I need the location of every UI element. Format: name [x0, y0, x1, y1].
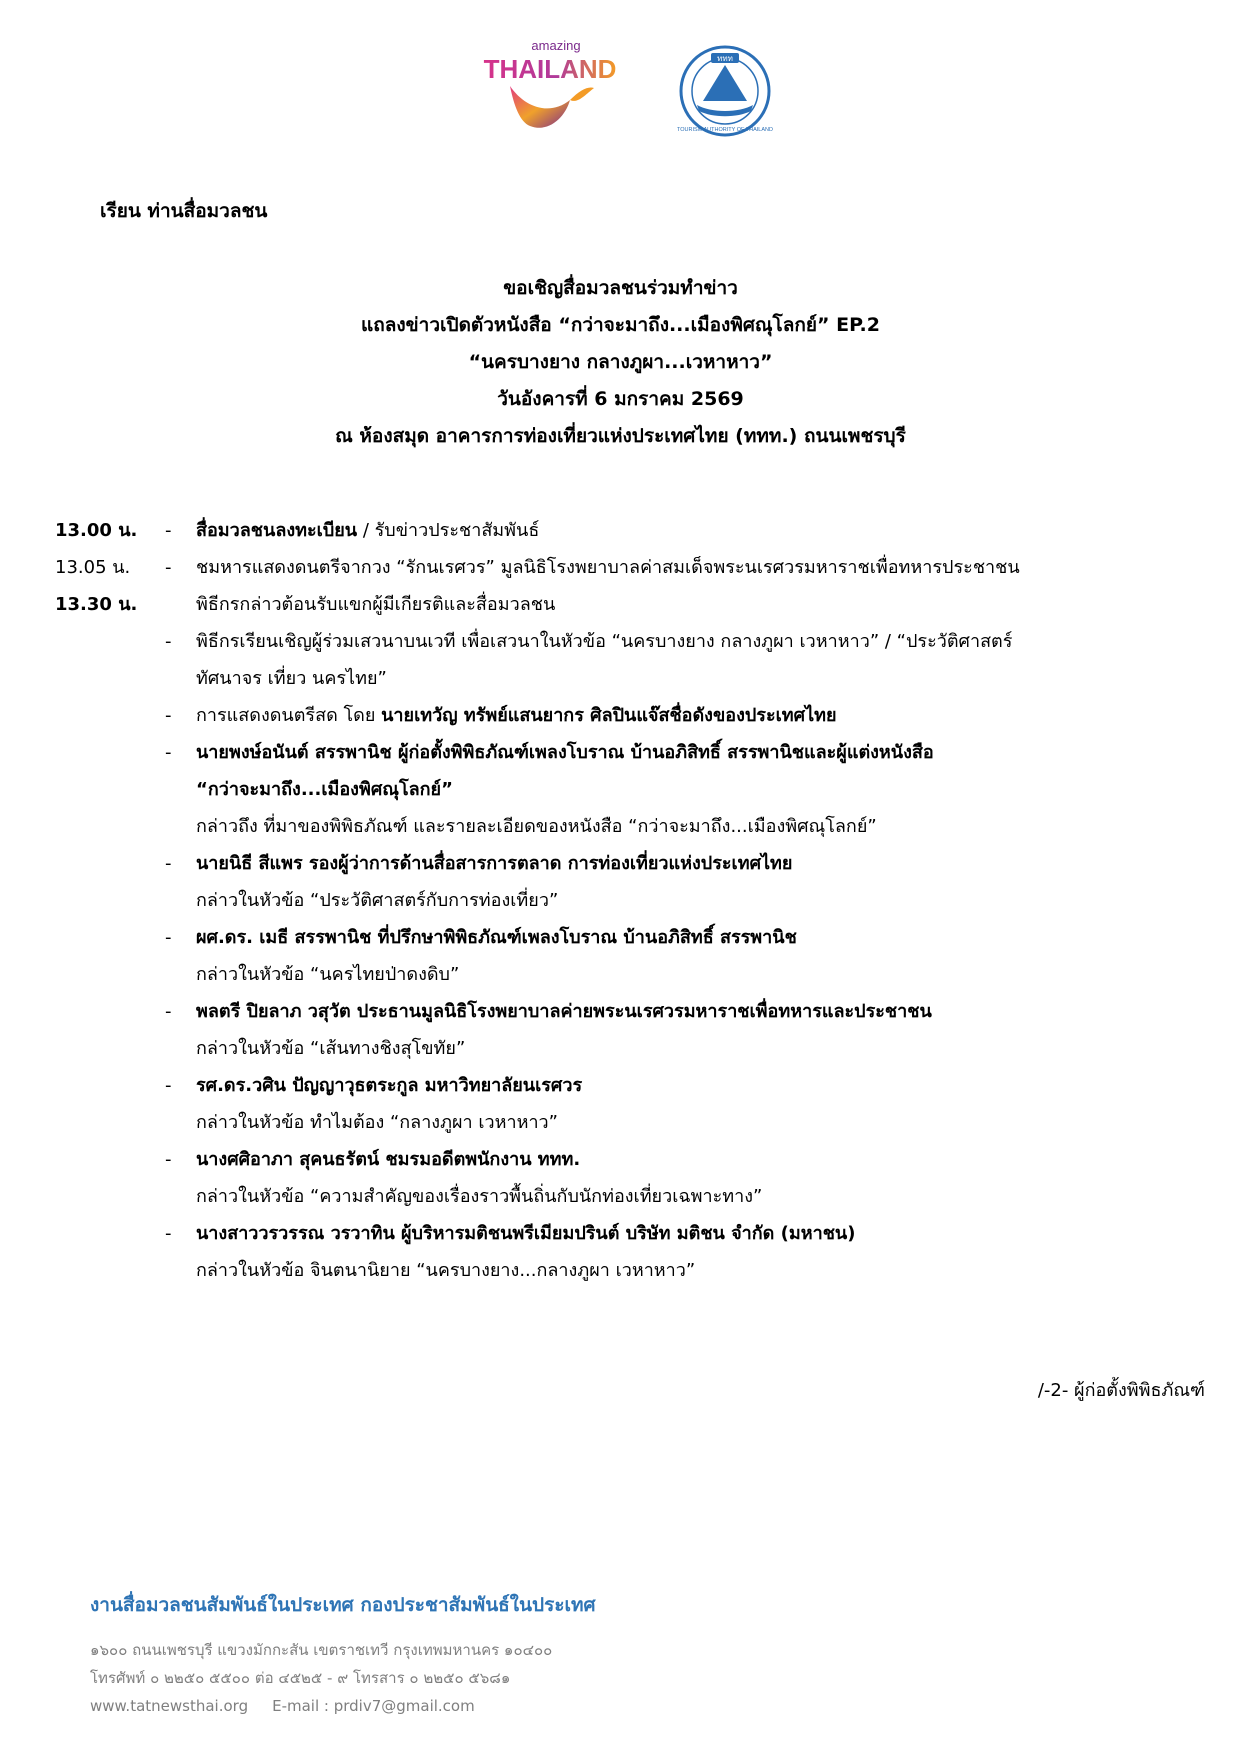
schedule-text: ชมหารแสดงดนตรีจากวง “รักนเรศวร” มูลนิธิโรงพยาบาลค่าสมเด็จพระนเรศวรมหาราชเพื่อทหารประชาชน	[196, 557, 1020, 578]
footer-title: งานสื่อมวลชนสัมพันธ์ในประเทศ กองประชาสัมพันธ์ในประเทศ	[90, 1594, 596, 1616]
schedule-content	[196, 1252, 695, 1289]
bullet-dash: -	[165, 1149, 172, 1170]
title-line: “นครบางยาง กลางภูผา...เวหาหาว”	[468, 351, 773, 373]
title-line: วันอังคารที่ 6 มกราคม 2569	[497, 388, 744, 410]
schedule-content	[196, 697, 837, 734]
schedule-row	[55, 919, 1205, 956]
bullet-dash: -	[165, 927, 172, 948]
schedule-text: กล่าวในหัวข้อ จินตนานิยาย “นครบางยาง...กลางภูผา เวหาหาว”	[196, 1260, 696, 1281]
schedule-row	[55, 1141, 1205, 1178]
schedule-text: การแสดงดนตรีสด โดย	[196, 705, 382, 726]
schedule-row	[55, 845, 1205, 882]
bullet-dash: -	[165, 557, 172, 578]
schedule-content	[196, 1067, 582, 1104]
schedule-content	[196, 1215, 855, 1252]
svg-text:TOURISM AUTHORITY OF THAILAND: TOURISM AUTHORITY OF THAILAND	[677, 127, 773, 133]
schedule-content	[196, 1178, 762, 1215]
schedule-content	[196, 845, 792, 882]
schedule-row	[55, 1252, 1205, 1289]
schedule-content	[196, 1030, 465, 1067]
schedule-bold-text: พลตรี ปิยลาภ วสุวัต ประธานมูลนิธิโรงพยาบาลค่ายพระนเรศวรมหาราชเพื่อทหารและประชาชน	[196, 1001, 932, 1022]
schedule-row	[55, 549, 1205, 586]
bullet-dash: -	[165, 853, 172, 874]
bullet-dash: -	[165, 1001, 172, 1022]
schedule-content	[196, 660, 387, 697]
footer-phone: โทรศัพท์ ๐ ๒๒๕๐ ๕๕๐๐ ต่อ ๔๕๒๕ - ๙ โทรสาร ๐ ๒๒๕๐ ๕๖๘๑	[90, 1669, 511, 1687]
footer-address: ๑๖๐๐ ถนนเพชรบุรี แขวงมักกะสัน เขตราชเทวี กรุงเทพมหานคร ๑๐๔๐๐	[90, 1641, 553, 1659]
continuation-note: /-2- ผู้ก่อตั้งพิพิธภัณฑ์	[1037, 1380, 1205, 1401]
schedule-row	[55, 1030, 1205, 1067]
schedule-row	[55, 1215, 1205, 1252]
amazing-thailand-logo	[470, 38, 630, 138]
schedule-content	[196, 993, 932, 1030]
title-line: ขอเชิญสื่อมวลชนร่วมทำข่าว	[503, 277, 738, 299]
schedule-row	[55, 734, 1205, 771]
schedule-time: 13.30 น.	[55, 594, 138, 615]
bullet-dash: -	[165, 705, 172, 726]
schedule-text: พิธีกรเรียนเชิญผู้ร่วมเสวนาบนเวที เพื่อเสวนาในหัวข้อ “นครบางยาง กลางภูผา เวหาหาว” / “ประวัติศาสตร์	[196, 631, 1013, 652]
schedule-row	[55, 1104, 1205, 1141]
schedule-content	[196, 919, 797, 956]
bullet-dash: -	[165, 742, 172, 763]
schedule-text: กล่าวในหัวข้อ “เส้นทางชิงสุโขทัย”	[196, 1038, 466, 1059]
schedule-content	[196, 734, 934, 771]
schedule-row	[55, 623, 1205, 660]
schedule-time: 13.00 น.	[55, 520, 138, 541]
salutation: เรียน ท่านสื่อมวลชน	[100, 200, 268, 222]
schedule-bold-text: ผศ.ดร. เมธี สรรพานิช ที่ปรึกษาพิพิธภัณฑ์เพลงโบราณ บ้านอภิสิทธิ์ สรรพานิช	[196, 927, 797, 948]
schedule-bold-text: นายเทวัญ ทรัพย์แสนยากร ศิลปินแจ๊สชื่อดังของประเทศไทย	[381, 705, 837, 726]
schedule-row	[55, 808, 1205, 845]
tat-logo	[677, 43, 773, 139]
bullet-dash: -	[165, 1075, 172, 1096]
schedule-content	[196, 771, 453, 808]
schedule-content	[196, 623, 1012, 660]
svg-text:THAILAND: THAILAND	[483, 54, 617, 84]
schedule-content	[196, 956, 459, 993]
svg-text:amazing: amazing	[531, 38, 581, 53]
schedule-bold-text: สื่อมวลชนลงทะเบียน	[196, 520, 358, 541]
footer-contact	[90, 1692, 596, 1720]
schedule-time: 13.05 น.	[55, 557, 131, 578]
schedule-text: กล่าวถึง ที่มาของพิพิธภัณฑ์ และรายละเอียดของหนังสือ “กว่าจะมาถึง...เมืองพิศณุโลกย์”	[196, 816, 877, 837]
schedule-text: / รับข่าวประชาสัมพันธ์	[357, 520, 540, 541]
schedule-text: กล่าวในหัวข้อ “ความสำคัญของเรื่องราวพื้นถิ่นกับนักท่องเที่ยวเฉพาะทาง”	[196, 1186, 763, 1207]
schedule-row	[55, 697, 1205, 734]
website-link[interactable]: www.tatnewsthai.org	[90, 1697, 249, 1715]
schedule-bold-text: นายพงษ์อนันต์ สรรพานิช ผู้ก่อตั้งพิพิธภัณฑ์เพลงโบราณ บ้านอภิสิทธิ์ สรรพานิชและผู้แต่งหนังสือ	[196, 742, 934, 763]
schedule-content	[196, 1141, 580, 1178]
schedule-content	[196, 512, 539, 549]
schedule-row	[55, 993, 1205, 1030]
schedule-content	[196, 808, 877, 845]
schedule-bold-text: นางสาววรวรรณ วรวาทิน ผู้บริหารมติชนพรีเมียมปรินต์ บริษัท มติชน จำกัด (มหาชน)	[196, 1223, 856, 1244]
header-logos	[0, 38, 1241, 138]
schedule-text: ทัศนาจร เที่ยว นครไทย”	[196, 668, 387, 689]
schedule-row	[55, 660, 1205, 697]
schedule-content	[196, 549, 1020, 586]
schedule-content	[196, 882, 558, 919]
schedule-row	[55, 1178, 1205, 1215]
schedule-row	[55, 512, 1205, 549]
svg-text:ททท: ททท	[717, 54, 733, 63]
schedule-bold-text: นางศศิอาภา สุคนธรัตน์ ชมรมอดีตพนักงาน ททท.	[196, 1149, 581, 1170]
title-line: ณ ห้องสมุด อาคารการท่องเที่ยวแห่งประเทศไทย (ททท.) ถนนเพชรบุรี	[335, 425, 906, 447]
bullet-dash: -	[165, 631, 172, 652]
email-link[interactable]: E-mail : prdiv7@gmail.com	[272, 1697, 475, 1715]
schedule-bold-text: นายนิธี สีแพร รองผู้ว่าการด้านสื่อสารการตลาด การท่องเที่ยวแห่งประเทศไทย	[196, 853, 793, 874]
schedule-row	[55, 771, 1205, 808]
schedule-text: กล่าวในหัวข้อ “ประวัติศาสตร์กับการท่องเที่ยว”	[196, 890, 559, 911]
bullet-dash: -	[165, 520, 172, 541]
invitation-title	[0, 270, 1241, 455]
schedule-content	[196, 586, 555, 623]
schedule-bold-text: รศ.ดร.วศิน ปัญญาวุธตระกูล มหาวิทยาลัยนเรศวร	[196, 1075, 583, 1096]
footer	[90, 1590, 596, 1720]
schedule-content	[196, 1104, 558, 1141]
schedule-bold-text: “กว่าจะมาถึง...เมืองพิศณุโลกย์”	[196, 779, 453, 800]
bullet-dash: -	[165, 1223, 172, 1244]
schedule-text: กล่าวในหัวข้อ “นครไทยป่าดงดิบ”	[196, 964, 460, 985]
schedule-row	[55, 1067, 1205, 1104]
schedule-row	[55, 882, 1205, 919]
schedule-text: พิธีกรกล่าวต้อนรับแขกผู้มีเกียรติและสื่อมวลชน	[196, 594, 556, 615]
schedule-list	[55, 512, 1205, 1289]
title-line: แถลงข่าวเปิดตัวหนังสือ “กว่าจะมาถึง...เมืองพิศณุโลกย์” EP.2	[361, 314, 880, 336]
schedule-row	[55, 956, 1205, 993]
schedule-row	[55, 586, 1205, 623]
schedule-text: กล่าวในหัวข้อ ทำไมต้อง “กลางภูผา เวหาหาว”	[196, 1112, 558, 1133]
